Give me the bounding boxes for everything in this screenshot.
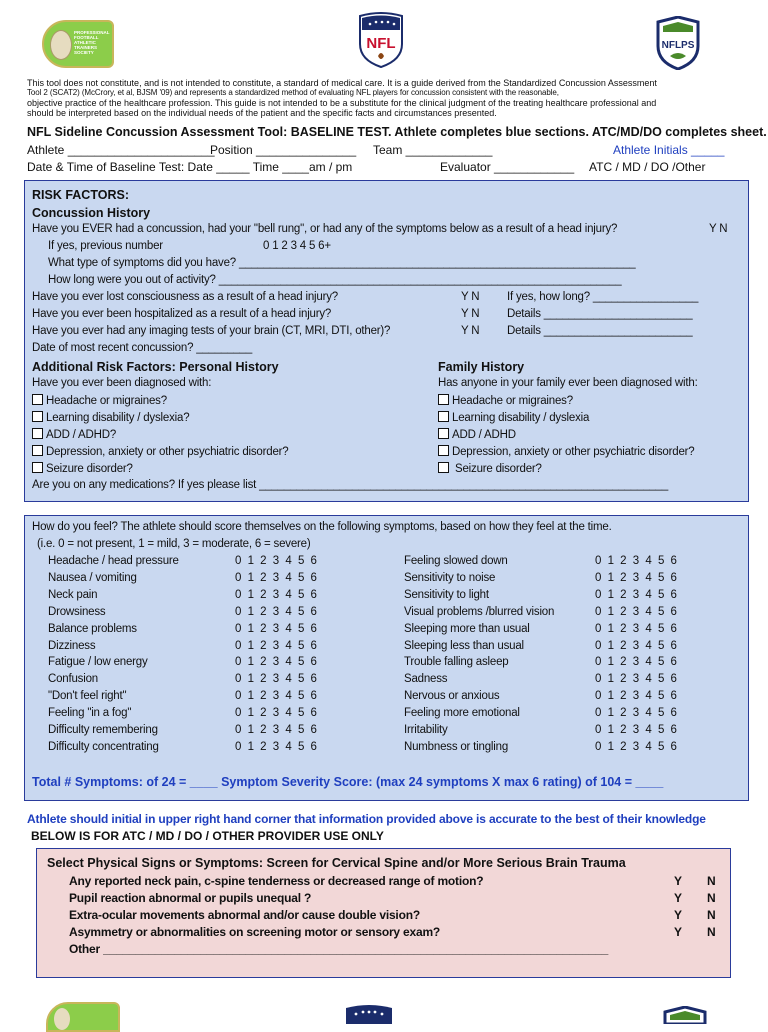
credential-field[interactable]: ATC / MD / DO /Other (589, 160, 706, 174)
symptom-label: Sleeping less than usual (404, 639, 524, 652)
personal-item[interactable] (32, 411, 189, 424)
family-item-label: Depression, anxiety or other psychiatric disorder? (452, 446, 695, 458)
football-icon (54, 1008, 70, 1030)
physical-y[interactable]: Y (674, 874, 683, 888)
symptom-rating-scale[interactable]: 0 1 2 3 4 5 6 (595, 588, 677, 601)
symptom-rating-scale[interactable]: 0 1 2 3 4 5 6 (595, 622, 677, 635)
nfl-logo-text: NFL (366, 35, 396, 52)
symptom-label: Feeling slowed down (404, 555, 508, 567)
family-intro: Has anyone in your family ever been diagnosed with: (438, 377, 698, 389)
family-item[interactable] (438, 462, 542, 475)
symptom-rating-scale[interactable]: 0 1 2 3 4 5 6 (595, 724, 677, 736)
symptom-rating-scale[interactable]: 0 1 2 3 4 5 6 (235, 690, 317, 703)
symptom-totals[interactable]: Total # Symptoms: of 24 = ____ Symptom Severity Score: (max 24 symptoms X max 6 rating) of 104 = ____ (32, 775, 664, 789)
lost-consciousness-yn[interactable]: Y N (461, 291, 480, 303)
personal-item[interactable] (32, 445, 288, 458)
family-item[interactable] (438, 394, 573, 407)
symptom-label: "Don't feel right" (48, 690, 127, 703)
symptom-rating-scale[interactable]: 0 1 2 3 4 5 6 (595, 656, 677, 669)
nfl-logo (358, 10, 404, 68)
symptom-label: Trouble falling asleep (404, 656, 509, 669)
symptom-rating-scale[interactable]: 0 1 2 3 4 5 6 (235, 673, 317, 686)
symptom-label: Irritability (404, 724, 448, 736)
risk-factors-section (24, 180, 749, 502)
symptom-rating-scale[interactable]: 0 1 2 3 4 5 6 (235, 724, 317, 736)
nflps-logo-footer (662, 1006, 708, 1024)
checkbox-icon[interactable] (32, 428, 43, 439)
symptom-label: Confusion (48, 673, 98, 686)
physical-heading: Select Physical Signs or Symptoms: Screen for Cervical Spine and/or More Serious Brain Trauma (47, 856, 626, 870)
symptom-rating-scale[interactable]: 0 1 2 3 4 5 6 (595, 639, 677, 652)
symptom-rating-scale[interactable]: 0 1 2 3 4 5 6 (235, 639, 317, 652)
personal-intro: Have you ever been diagnosed with: (32, 377, 212, 389)
family-item[interactable] (438, 411, 589, 424)
pfats-logo-footer (46, 1002, 120, 1032)
symptom-rating-scale[interactable]: 0 1 2 3 4 5 6 (235, 707, 317, 720)
personal-item[interactable] (32, 428, 116, 441)
symptom-rating-scale[interactable]: 0 1 2 3 4 5 6 (595, 571, 677, 584)
personal-history-heading: Additional Risk Factors: Personal History (32, 360, 279, 374)
physical-y[interactable]: Y (674, 908, 683, 922)
nflps-logo-text: NFLPS (661, 40, 695, 51)
family-item-label: ADD / ADHD (452, 429, 516, 441)
imaging-yn[interactable]: Y N (461, 325, 480, 337)
symptom-rating-scale[interactable]: 0 1 2 3 4 5 6 (595, 690, 677, 703)
symptom-rating-scale[interactable]: 0 1 2 3 4 5 6 (235, 622, 317, 635)
physical-item: Pupil reaction abnormal or pupils unequal ? (69, 891, 312, 905)
personal-item[interactable] (32, 462, 133, 475)
checkbox-icon[interactable] (438, 411, 449, 422)
symptom-scale-section (24, 515, 749, 801)
medications-field[interactable]: Are you on any medications? If yes please list __________________________________________________________________ (32, 479, 669, 491)
symptom-rating-scale[interactable]: 0 1 2 3 4 5 6 (235, 571, 317, 584)
symptom-rating-scale[interactable]: 0 1 2 3 4 5 6 (235, 656, 317, 669)
symptom-label: Sensitivity to noise (404, 571, 496, 584)
physical-other-field[interactable]: Other ______________________________________________________________________________ (69, 942, 609, 956)
nflps-logo (654, 16, 702, 70)
physical-n[interactable]: N (707, 874, 716, 888)
checkbox-icon[interactable] (438, 462, 449, 473)
symptom-label: Difficulty remembering (48, 724, 158, 736)
hospitalized-details[interactable]: Details ________________________ (507, 308, 693, 320)
prev-number-label: If yes, previous number (48, 240, 163, 252)
symptom-label: Difficulty concentrating (48, 740, 159, 753)
time-out-field[interactable]: How long were you out of activity? _________________________________________________________________ (48, 274, 622, 286)
symptom-rating-scale[interactable]: 0 1 2 3 4 5 6 (595, 555, 677, 567)
symptom-label: Neck pain (48, 588, 98, 601)
checkbox-icon[interactable] (438, 445, 449, 456)
personal-item[interactable] (32, 394, 167, 407)
symptom-label: Headache / head pressure (48, 555, 179, 567)
symptom-label: Visual problems /blurred vision (404, 605, 555, 618)
physical-signs-section (36, 848, 731, 978)
disclaimer-line: objective practice of the healthcare profession. This guide is not intended to be a substitute for the clinical judgment of the treating healthcare professional and (27, 98, 657, 108)
provider-only-note: BELOW IS FOR ATC / MD / DO / OTHER PROVIDER USE ONLY (31, 829, 384, 843)
personal-item-label: Learning disability / dyslexia? (46, 412, 190, 424)
physical-n[interactable]: N (707, 925, 716, 939)
symptom-label: Feeling more emotional (404, 707, 520, 720)
physical-item: Extra-ocular movements abnormal and/or cause double vision? (69, 908, 420, 922)
initial-note: Athlete should initial in upper right hand corner that information provided above is accurate to the best of their knowledge (27, 812, 706, 826)
disclaimer-line: should be interpreted based on the individual needs of the patient and the specific facts and circumstances presented. (27, 108, 497, 118)
physical-n[interactable]: N (707, 891, 716, 905)
evaluator-field[interactable]: Evaluator ____________ (440, 160, 575, 174)
q-lost-consciousness: Have you ever lost consciousness as a result of a head injury? (32, 291, 338, 303)
symptom-label: Sadness (404, 673, 448, 686)
position-field[interactable]: Position _______________ (210, 143, 357, 157)
symptom-intro: How do you feel? The athlete should score themselves on the following symptoms, based on how they feel at the time. (32, 521, 612, 533)
checkbox-icon[interactable] (438, 394, 449, 405)
team-field[interactable]: Team _____________ (373, 143, 493, 157)
symptom-rating-scale[interactable]: 0 1 2 3 4 5 6 (595, 605, 677, 618)
physical-n[interactable]: N (707, 908, 716, 922)
physical-item: Any reported neck pain, c-spine tenderness or decreased range of motion? (69, 874, 484, 888)
q-ever-concussion: Have you EVER had a concussion, had your "bell rung", or had any of the symptoms below as a result of a head injury? (32, 223, 618, 235)
family-history-heading: Family History (438, 360, 525, 374)
date-time-field[interactable]: Date & Time of Baseline Test: Date _____ Time ____am / pm (27, 160, 353, 174)
symptom-label: Balance problems (48, 622, 137, 635)
imaging-details[interactable]: Details ________________________ (507, 325, 693, 337)
physical-y[interactable]: Y (674, 891, 683, 905)
family-item[interactable] (438, 445, 694, 458)
symptom-scale-note: (i.e. 0 = not present, 1 = mild, 3 = moderate, 6 = severe) (37, 538, 311, 550)
q-ever-concussion-yn[interactable]: Y N (709, 223, 728, 235)
personal-item-label: Headache or migraines? (46, 395, 167, 407)
form-title: NFL Sideline Concussion Assessment Tool: BASELINE TEST. Athlete completes blue sections. ATC/MD/DO completes sheet. (27, 125, 767, 139)
checkbox-icon[interactable] (438, 428, 449, 439)
checkbox-icon[interactable] (32, 411, 43, 422)
symptom-label: Sleeping more than usual (404, 622, 530, 635)
disclaimer-line: This tool does not constitute, and is not intended to constitute, a standard of medical care. It is a guide derived from the Standardized Concussion Assessment (27, 78, 657, 88)
symptom-label: Sensitivity to light (404, 588, 489, 601)
symptom-label: Dizziness (48, 639, 96, 652)
symptom-rating-scale[interactable]: 0 1 2 3 4 5 6 (235, 555, 317, 567)
pfats-logo-text: PROFESSIONAL FOOTBALL ATHLETIC TRAINERS SOCIETY (74, 30, 110, 55)
symptom-label: Fatigue / low energy (48, 656, 148, 669)
symptom-label: Nausea / vomiting (48, 571, 137, 584)
symptom-label: Feeling "in a fog" (48, 707, 132, 720)
checkbox-icon[interactable] (32, 445, 43, 456)
symptom-rating-scale[interactable]: 0 1 2 3 4 5 6 (235, 588, 317, 601)
football-icon (50, 30, 72, 60)
symptom-rating-scale[interactable]: 0 1 2 3 4 5 6 (595, 673, 677, 686)
risk-heading: RISK FACTORS: (32, 188, 129, 202)
prev-number-scale[interactable]: 0 1 2 3 4 5 6+ (263, 240, 331, 252)
symptom-label: Drowsiness (48, 605, 106, 618)
family-item-label: Headache or migraines? (452, 395, 573, 407)
checkbox-icon[interactable] (32, 462, 43, 473)
family-item-label: Seizure disorder? (452, 463, 542, 475)
q-imaging: Have you ever had any imaging tests of your brain (CT, MRI, DTI, other)? (32, 325, 391, 337)
physical-y[interactable]: Y (674, 925, 683, 939)
hospitalized-yn[interactable]: Y N (461, 308, 480, 320)
personal-item-label: ADD / ADHD? (46, 429, 117, 441)
physical-item: Asymmetry or abnormalities on screening motor or sensory exam? (69, 925, 441, 939)
athlete-field[interactable]: Athlete ______________________ (27, 143, 215, 157)
lost-consciousness-duration[interactable]: If yes, how long? _________________ (507, 291, 699, 303)
pfats-logo (42, 20, 114, 68)
symptom-rating-scale[interactable]: 0 1 2 3 4 5 6 (595, 707, 677, 720)
athlete-initials-field[interactable]: Athlete Initials _____ (613, 143, 725, 157)
recent-concussion-date[interactable]: Date of most recent concussion? _________ (32, 342, 253, 354)
symptom-label: Nervous or anxious (404, 690, 500, 703)
symptom-rating-scale[interactable]: 0 1 2 3 4 5 6 (235, 740, 317, 753)
symptoms-type-field[interactable]: What type of symptoms did you have? ________________________________________________________________ (48, 257, 636, 269)
symptom-label: Numbness or tingling (404, 740, 509, 753)
personal-item-label: Depression, anxiety or other psychiatric disorder? (46, 446, 289, 458)
symptom-rating-scale[interactable]: 0 1 2 3 4 5 6 (595, 740, 677, 753)
family-item-label: Learning disability / dyslexia (452, 412, 590, 424)
q-hospitalized: Have you ever been hospitalized as a result of a head injury? (32, 308, 332, 320)
personal-item-label: Seizure disorder? (46, 463, 133, 475)
family-item[interactable] (438, 428, 516, 441)
disclaimer-line: Tool 2 (SCAT2) (McCrory, et al, BJSM '09) and represents a standardized method of evaluating NFL players for concussion consistent with the reasonable, (27, 88, 559, 97)
checkbox-icon[interactable] (32, 394, 43, 405)
concussion-history-heading: Concussion History (32, 206, 151, 220)
symptom-rating-scale[interactable]: 0 1 2 3 4 5 6 (235, 605, 317, 618)
nfl-logo-footer (344, 1002, 394, 1024)
disclaimer (27, 78, 741, 118)
